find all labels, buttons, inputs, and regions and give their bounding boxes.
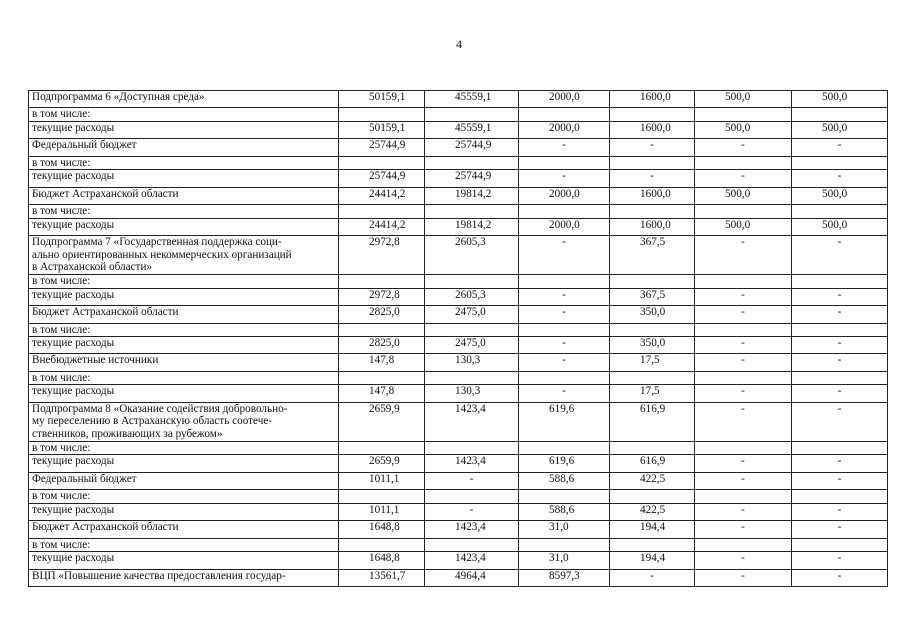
value-cell: - [519,354,610,371]
value-cell: 2825,0 [339,306,425,323]
value-cell: - [792,455,888,472]
table-row [29,108,888,122]
value-cell: - [519,337,610,354]
value-cell [610,323,695,337]
value-cell: 50159,1 [339,91,425,108]
table-row [29,441,888,455]
value-cell [425,108,519,122]
row-label [29,441,339,455]
value-cell [695,371,792,385]
value-cell: 500,0 [695,218,792,235]
value-cell: 1648,8 [339,552,425,569]
row-label-line: в том числе: [32,205,91,218]
value-cell [339,490,425,504]
value-cell: 45559,1 [425,91,519,108]
value-cell: 19814,2 [425,218,519,235]
value-cell [792,323,888,337]
value-cell: 500,0 [792,187,888,204]
row-label-line: в том числе: [32,275,91,288]
table-row [29,139,888,156]
value-cell: 500,0 [792,218,888,235]
value-cell [339,205,425,219]
table-row [29,121,888,138]
value-cell: - [792,236,888,275]
row-label-line: текущие расходы [32,218,115,231]
row-label-line: текущие расходы [32,170,115,183]
table-row [29,323,888,337]
row-label [29,170,339,187]
value-cell [519,441,610,455]
value-cell: 2825,0 [339,337,425,354]
table-row [29,337,888,354]
row-label [29,108,339,122]
value-cell: 616,9 [610,455,695,472]
value-cell: 616,9 [610,402,695,441]
row-label-line: текущие расходы [32,121,115,134]
value-cell [610,490,695,504]
row-label-line: текущие расходы [32,337,115,350]
value-cell [792,205,888,219]
value-cell: - [792,521,888,538]
value-cell: 1011,1 [339,503,425,520]
value-cell: 422,5 [610,472,695,489]
value-cell: - [610,170,695,187]
value-cell: - [695,354,792,371]
table-row [29,288,888,305]
value-cell: 31,0 [519,552,610,569]
value-cell: - [792,170,888,187]
row-label-line: Бюджет Астраханской области [32,187,179,200]
value-cell: - [519,236,610,275]
value-cell [610,441,695,455]
value-cell: 17,5 [610,354,695,371]
value-cell [695,205,792,219]
value-cell: 350,0 [610,306,695,323]
row-label [29,323,339,337]
value-cell: 45559,1 [425,121,519,138]
value-cell: - [519,385,610,402]
value-cell [339,156,425,170]
row-label-line: Внебюджетные источники [32,354,159,367]
value-cell: 2972,8 [339,288,425,305]
value-cell: - [695,385,792,402]
value-cell [425,538,519,552]
row-label-line: му переселению в Астраханскую область соотече- [32,415,273,428]
value-cell [695,156,792,170]
value-cell: - [792,402,888,441]
row-label-line: в том числе: [32,156,91,169]
value-cell [610,371,695,385]
row-label-line: текущие расходы [32,455,115,468]
table-row [29,552,888,569]
value-cell: 147,8 [339,385,425,402]
value-cell: 500,0 [792,121,888,138]
value-cell: 2000,0 [519,187,610,204]
value-cell [792,371,888,385]
value-cell: 2000,0 [519,121,610,138]
value-cell: - [695,402,792,441]
value-cell: 13561,7 [339,569,425,586]
value-cell: - [695,337,792,354]
value-cell: - [695,552,792,569]
row-label [29,490,339,504]
table-row [29,385,888,402]
value-cell: 2605,3 [425,236,519,275]
row-label-line: ственников, проживающих за рубежом» [32,428,223,441]
value-cell: - [695,170,792,187]
row-label [29,472,339,489]
value-cell: 2475,0 [425,337,519,354]
value-cell: 500,0 [792,91,888,108]
value-cell: - [695,569,792,586]
value-cell: 2475,0 [425,306,519,323]
value-cell [339,323,425,337]
value-cell [425,441,519,455]
value-cell: 588,6 [519,472,610,489]
table-row [29,455,888,472]
value-cell: - [695,139,792,156]
value-cell: 17,5 [610,385,695,402]
value-cell: 19814,2 [425,187,519,204]
row-label-line: текущие расходы [32,288,115,301]
value-cell: - [792,306,888,323]
table-row [29,205,888,219]
value-cell [695,108,792,122]
value-cell: 2659,9 [339,402,425,441]
value-cell: 1423,4 [425,402,519,441]
value-cell: - [695,288,792,305]
row-label [29,354,339,371]
table-row [29,490,888,504]
value-cell [695,538,792,552]
row-label-line: в том числе: [32,371,91,384]
value-cell: 2000,0 [519,218,610,235]
row-label-line: ально ориентированных некоммерческих организаций [32,248,292,261]
table-row [29,156,888,170]
table-row [29,472,888,489]
row-label-line: в Астраханской области» [32,261,153,274]
row-label [29,521,339,538]
value-cell [425,156,519,170]
value-cell [519,323,610,337]
value-cell: 2000,0 [519,91,610,108]
value-cell: - [695,306,792,323]
row-label [29,455,339,472]
row-label [29,371,339,385]
value-cell: 422,5 [610,503,695,520]
row-label-line: в том числе: [32,108,91,121]
value-cell: 25744,9 [339,139,425,156]
value-cell [339,275,425,289]
row-label [29,337,339,354]
value-cell [519,538,610,552]
table-row [29,371,888,385]
value-cell: 500,0 [695,121,792,138]
value-cell: 500,0 [695,187,792,204]
row-label [29,306,339,323]
value-cell [425,323,519,337]
value-cell [425,205,519,219]
row-label [29,275,339,289]
value-cell [519,371,610,385]
value-cell [339,108,425,122]
value-cell [610,205,695,219]
value-cell: - [792,569,888,586]
row-label [29,91,339,108]
value-cell [425,371,519,385]
row-label-line: Подпрограмма 6 «Доступная среда» [32,91,205,103]
row-label [29,569,339,586]
value-cell [519,108,610,122]
value-cell: 619,6 [519,455,610,472]
table-row [29,354,888,371]
value-cell: - [425,503,519,520]
value-cell [610,108,695,122]
value-cell: 147,8 [339,354,425,371]
value-cell: 2972,8 [339,236,425,275]
value-cell: 1011,1 [339,472,425,489]
value-cell: 130,3 [425,354,519,371]
value-cell: 1600,0 [610,187,695,204]
budget-table [28,90,888,587]
value-cell: - [792,354,888,371]
value-cell [792,538,888,552]
value-cell: - [695,521,792,538]
table-row [29,170,888,187]
value-cell: 25744,9 [339,170,425,187]
value-cell: - [792,337,888,354]
row-label [29,236,339,275]
value-cell: 1423,4 [425,455,519,472]
row-label-line: ВЦП «Повышение качества предоставления государ- [32,569,286,582]
value-cell [792,441,888,455]
value-cell: - [792,472,888,489]
row-label-line: Подпрограмма 7 «Государственная поддержка соци- [32,236,282,249]
row-label [29,402,339,441]
row-label [29,156,339,170]
value-cell: 8597,3 [519,569,610,586]
row-label-line: Бюджет Астраханской области [32,306,179,319]
row-label [29,503,339,520]
row-label [29,218,339,235]
table-row [29,187,888,204]
value-cell [695,323,792,337]
value-cell: 24414,2 [339,187,425,204]
value-cell [339,371,425,385]
value-cell: 50159,1 [339,121,425,138]
value-cell [610,156,695,170]
table-row [29,91,888,108]
value-cell: 1648,8 [339,521,425,538]
page-number: 4 [456,37,462,51]
value-cell [792,490,888,504]
value-cell: 25744,9 [425,139,519,156]
value-cell: 588,6 [519,503,610,520]
row-label [29,538,339,552]
value-cell: - [792,139,888,156]
row-label [29,139,339,156]
value-cell: - [792,503,888,520]
value-cell: - [695,472,792,489]
value-cell: 2659,9 [339,455,425,472]
row-label-line: текущие расходы [32,385,115,398]
budget-table-body [29,91,888,587]
value-cell: - [519,306,610,323]
value-cell: 31,0 [519,521,610,538]
value-cell: - [792,288,888,305]
value-cell [792,156,888,170]
value-cell [695,275,792,289]
value-cell: - [792,552,888,569]
row-label [29,385,339,402]
value-cell: 2605,3 [425,288,519,305]
value-cell [519,205,610,219]
row-label [29,121,339,138]
value-cell: - [695,236,792,275]
value-cell: 194,4 [610,552,695,569]
value-cell [339,441,425,455]
value-cell: 24414,2 [339,218,425,235]
table-row [29,275,888,289]
row-label-line: в том числе: [32,490,91,503]
value-cell: - [610,139,695,156]
value-cell [610,275,695,289]
table-row [29,402,888,441]
value-cell: 130,3 [425,385,519,402]
value-cell: - [519,170,610,187]
row-label-line: в том числе: [32,538,91,551]
value-cell: 1600,0 [610,91,695,108]
value-cell: 619,6 [519,402,610,441]
row-label [29,187,339,204]
value-cell: 1600,0 [610,121,695,138]
value-cell: - [610,569,695,586]
value-cell: 1423,4 [425,552,519,569]
row-label-line: Федеральный бюджет [32,139,137,152]
value-cell: - [519,288,610,305]
value-cell [792,275,888,289]
value-cell: 1423,4 [425,521,519,538]
value-cell: - [519,139,610,156]
row-label [29,552,339,569]
row-label-line: Бюджет Астраханской области [32,521,179,534]
value-cell [695,490,792,504]
value-cell: - [425,472,519,489]
value-cell: - [695,455,792,472]
row-label-line: Федеральный бюджет [32,472,137,485]
value-cell [425,490,519,504]
table-row [29,569,888,586]
table-row [29,538,888,552]
table-row [29,306,888,323]
value-cell [695,441,792,455]
table-row [29,218,888,235]
value-cell: 367,5 [610,288,695,305]
value-cell: 350,0 [610,337,695,354]
value-cell [610,538,695,552]
row-label [29,288,339,305]
value-cell [339,538,425,552]
value-cell [792,108,888,122]
value-cell: - [695,503,792,520]
value-cell: 1600,0 [610,218,695,235]
value-cell: 4964,4 [425,569,519,586]
row-label-line: Подпрограмма 8 «Оказание содействия добровольно- [32,402,288,415]
value-cell [519,490,610,504]
row-label-line: текущие расходы [32,503,115,516]
table-row [29,236,888,275]
value-cell [519,275,610,289]
value-cell [519,156,610,170]
row-label-line: текущие расходы [32,552,115,565]
row-label [29,205,339,219]
value-cell [425,275,519,289]
row-label-line: в том числе: [32,441,91,454]
table-row [29,521,888,538]
value-cell: 367,5 [610,236,695,275]
value-cell: 25744,9 [425,170,519,187]
table-row [29,503,888,520]
value-cell: - [792,385,888,402]
value-cell: 500,0 [695,91,792,108]
row-label-line: в том числе: [32,323,91,336]
value-cell: 194,4 [610,521,695,538]
